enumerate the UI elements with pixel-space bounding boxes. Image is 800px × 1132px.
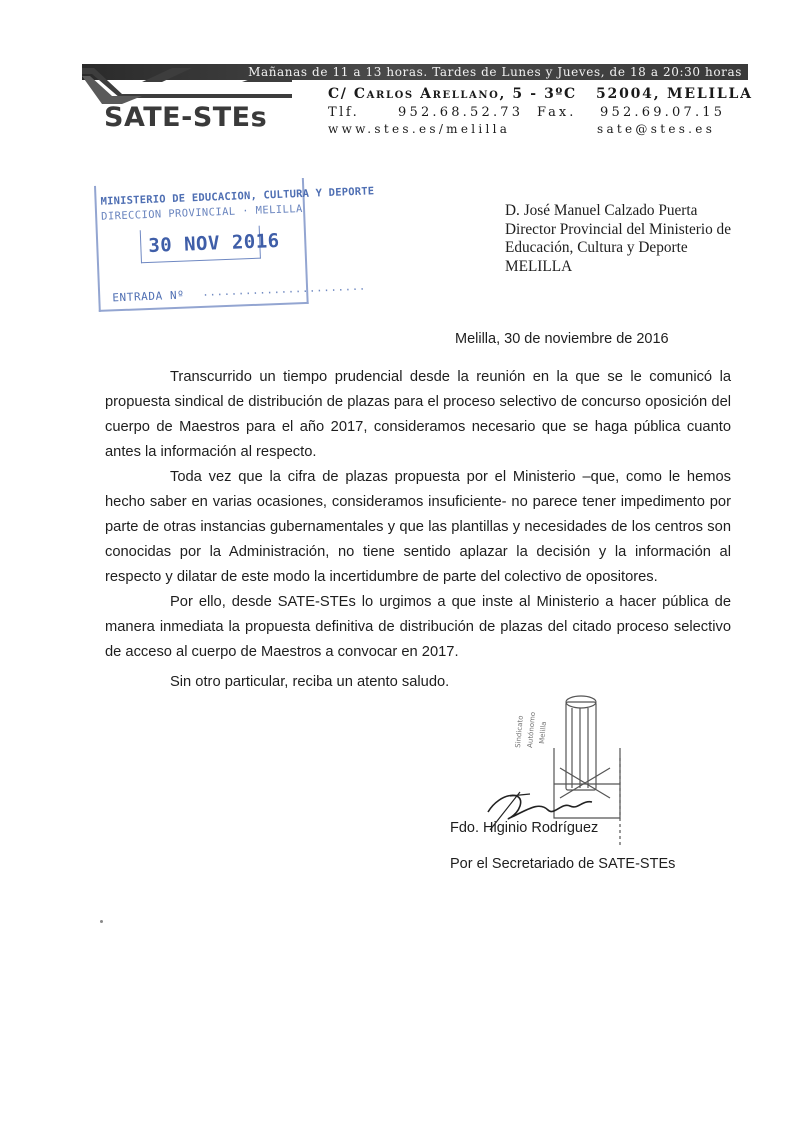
stamp-date: 30 NOV 2016: [147, 229, 281, 257]
fax-label: Fax.: [537, 105, 577, 120]
svg-text:Sindicato: Sindicato: [514, 715, 525, 749]
stamp-entry-blank: .......................: [201, 279, 367, 299]
recipient-city: MELILLA: [505, 257, 573, 275]
email-link[interactable]: sate@stes.es: [597, 122, 716, 136]
stamp-entry-label: ENTRADA Nº: [112, 288, 185, 305]
recipient-name: D. José Manuel Calzado Puerta: [505, 202, 698, 219]
address-city: 52004, MELILLA: [596, 86, 753, 102]
fax-number: 952.69.07.15: [600, 105, 726, 120]
paragraph-2: Toda vez que la cifra de plazas propuesta por el Ministerio –que, como le hemos hecho saber en varias ocasiones, consideramos insuficiente- no parece tener impedimento por parte de otras instancias gubernamentales y que las plantillas y necesidades de los centros son conocidas por la Administración, no tiene sentido aplazar la decisión y la información al respecto y dilatar de este modo la incertidumbre de parte del colectivo de opositores.: [105, 469, 731, 585]
office-hours: Mañanas de 11 a 13 horas. Tardes de Lunes y Jueves, de 18 a 20:30 horas: [248, 65, 742, 79]
website-link[interactable]: www.stes.es/melilla: [328, 122, 511, 136]
paragraph-1: Transcurrido un tiempo prudencial desde la reunión en la que se le comunicó la propuesta sindical de distribución de plazas para el proceso selectivo de concurso oposición del cuerpo de Maestros para el año 2017, consideramos necesario que se haga pública cuanto antes la información al respecto.: [105, 369, 731, 460]
letter-date: Melilla, 30 de noviembre de 2016: [455, 331, 669, 347]
stamp-office: DIRECCION PROVINCIAL · MELILLA: [100, 203, 303, 223]
registry-stamp: [94, 178, 375, 318]
svg-text:Autónomo: Autónomo: [526, 711, 538, 749]
phone-label: Tlf.: [328, 105, 360, 120]
paragraph-3: Por ello, desde SATE-STEs lo urgimos a que inste al Ministerio a hacer pública de manera inmediata la propuesta definitiva de distribución de plazas del citado proceso selectivo de acceso al cuerpo de Maestros a convocar en 2017.: [105, 594, 731, 660]
recipient-block: [505, 202, 775, 276]
sate-stes-logo: SATE-STEs: [104, 102, 268, 133]
phone-number: 952.68.52.73: [398, 105, 524, 120]
closing-line: Sin otro particular, reciba un atento saludo.: [170, 674, 450, 690]
svg-text:Melilla: Melilla: [538, 721, 548, 745]
address-street: C/ Carlos Arellano, 5 - 3ºC: [328, 86, 577, 102]
stamp-ministry: MINISTERIO DE EDUCACION, CULTURA Y DEPORTE: [100, 185, 375, 208]
scan-speck: [100, 920, 103, 923]
signatory-name: Fdo. Higinio Rodríguez: [450, 820, 599, 836]
recipient-title: Director Provincial del Ministerio de: [505, 220, 731, 238]
signatory-role: Por el Secretariado de SATE-STEs: [450, 856, 676, 872]
recipient-department: Educación, Cultura y Deporte: [505, 239, 688, 256]
